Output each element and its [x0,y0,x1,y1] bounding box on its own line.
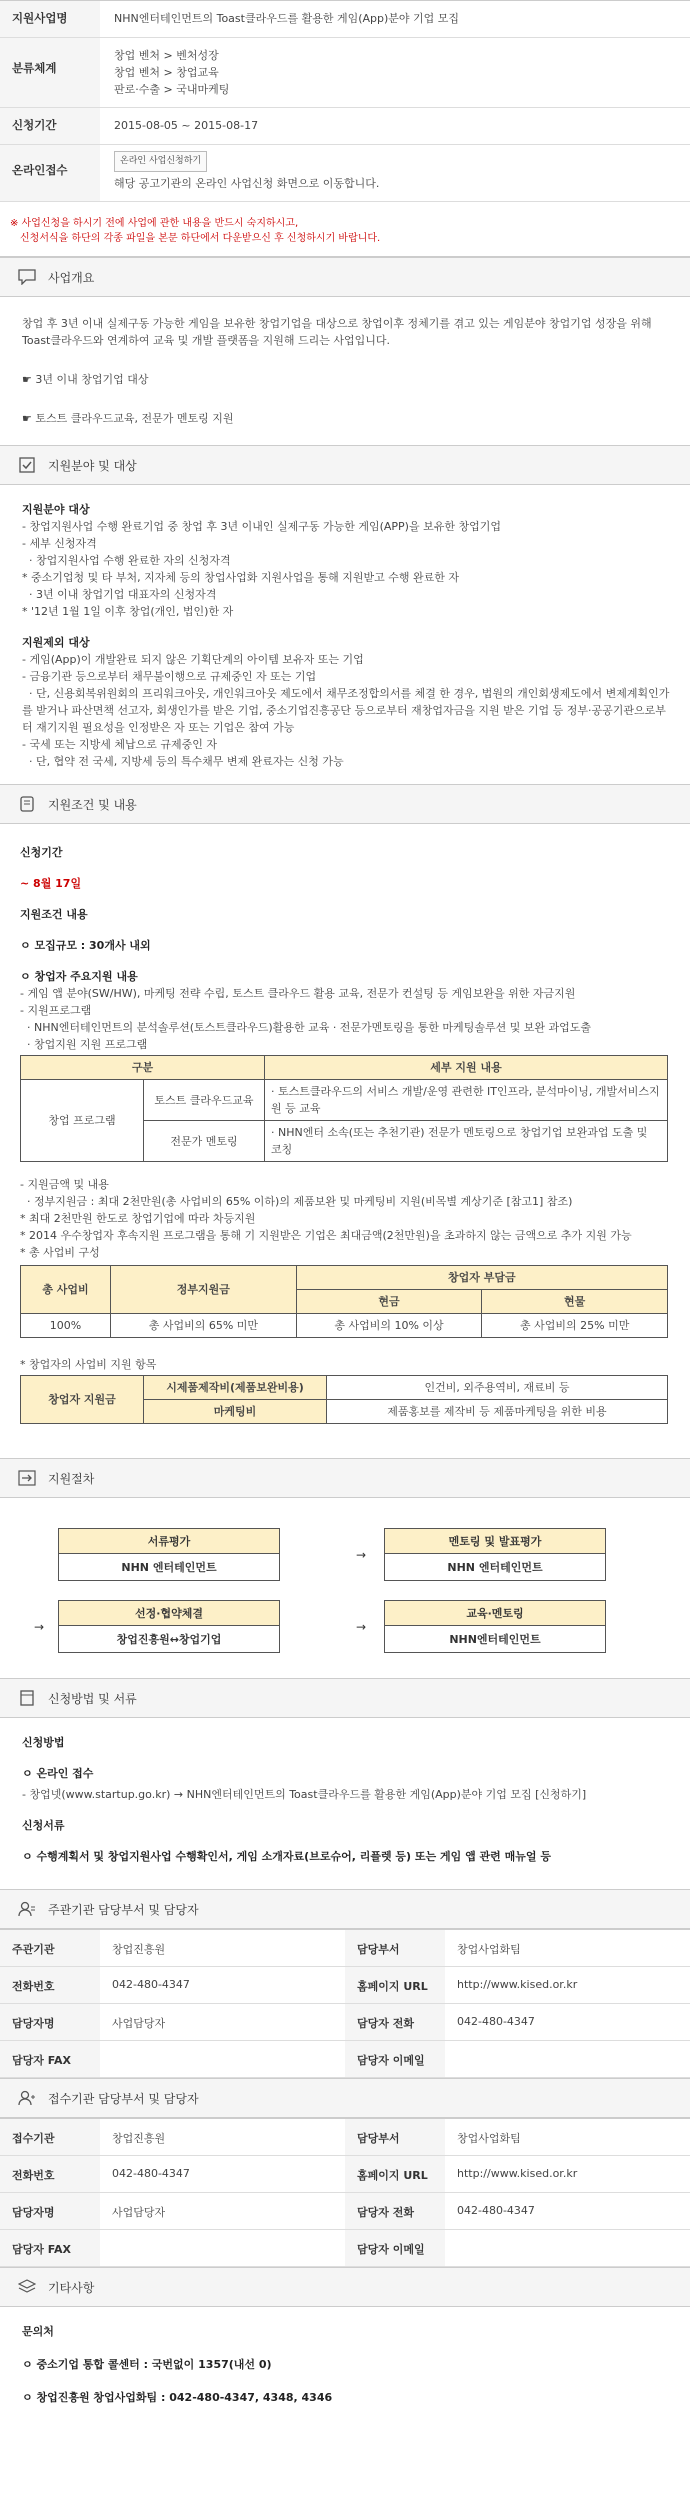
step-title: 선정·협약체결 [59,1601,279,1626]
contact-key: 담당자 FAX [0,2041,100,2077]
contact-value: 042-480-4347 [457,2204,535,2217]
overview-body [0,297,690,441]
step-org: NHN 엔터테인먼트 [447,1561,543,1574]
online-desc: 해당 공고기관의 온라인 사업신청 화면으로 이동합니다. [114,177,380,190]
step-title: 교육·멘토링 [385,1601,605,1626]
step-box [58,1528,280,1581]
inquiry-line: ㅇ 중소기업 통합 콜센터 : 국번없이 1357(내선 0) [22,2358,272,2371]
program-table [20,1055,668,1162]
docs-heading: 신청서류 [22,1819,65,1832]
list-line: * 총 사업비 구성 [20,1246,100,1259]
list-line: - 게임(App)이 개발완료 되지 않은 기획단계의 아이템 보유자 또는 기업 [22,653,364,666]
info-row-name [0,1,690,38]
section-header-overview [0,257,690,297]
contact-value: http://www.kised.or.kr [457,1978,578,1991]
contact-value [100,2230,345,2266]
table-cell: 인건비, 외주용역비, 재료비 등 [327,1376,668,1400]
info-key: 지원사업명 [0,1,100,37]
exclude-heading: 지원제외 대상 [22,636,90,649]
item-table [20,1375,668,1424]
contact-value: 사업담당자 [112,2206,166,2219]
section-header-conditions [0,784,690,824]
list-line: · 단, 협약 전 국세, 지방세 등의 특수채무 변제 완료자는 신청 가능 [22,755,344,768]
section-title: 접수기관 담당부서 및 담당자 [48,2091,199,2106]
inquiry-line: ㅇ 창업진흥원 창업사업화팀 : 042-480-4347, 4348, 4346 [22,2391,333,2404]
flow-arrow-icon: → [356,1548,367,1562]
overview-para: 창업 후 3년 이내 실제구동 가능한 게임을 보유한 창업기업을 대상으로 창업이후 정체기를 겪고 있는 게임분야 창업기업 성장을 위해 Toast클라우드와 연계하여 교육 및 개발 플랫폼을 지원해 드리는 사업입니다. [22,317,652,347]
list-line: - 국세 또는 지방세 체납으로 규제중인 자 [22,738,217,751]
table-header: 창업자 지원금 [21,1376,144,1424]
info-row-category [0,38,690,108]
contact-value: 042-480-4347 [112,1978,190,1991]
contact-key: 담당부서 [345,2119,445,2155]
folder-icon [18,1689,36,1707]
money-list [20,1176,670,1261]
list-line: - 창업지원사업 수행 완료기업 중 창업 후 3년 이내인 실제구동 가능한 게임(APP)을 보유한 창업기업 [22,520,501,533]
list-line: · 정부지원금 : 최대 2천만원(총 사업비의 65% 이하)의 제품보완 및 마케팅비 지원(비목별 계상기준 [참고1] 참조) [20,1195,573,1208]
etc-body [0,2307,690,2420]
speech-bubble-icon [18,268,36,286]
method-heading: 신청방법 [22,1736,65,1749]
list-line: · NHN엔터테인먼트의 분석솔루션(토스트클라우드)활용한 교육 · 전문가멘토링을 통한 마케팅솔루션 및 보완 과업도출 [20,1021,592,1034]
table-header: 시제품제작비(제품보완비용) [144,1376,327,1400]
checkbox-icon [18,456,36,474]
list-line: - 게임 앱 분야(SW/HW), 마케팅 전략 수립, 토스트 클라우드 활용 교육, 전문가 컨설팅 등 게임보완을 위한 자금지원 [20,987,576,1000]
list-line: - 지원프로그램 [20,1004,92,1017]
contact-key: 접수기관 [0,2119,100,2155]
contact-value: 042-480-4347 [457,2015,535,2028]
item-title: * 창업자의 사업비 지원 항목 [20,1358,157,1371]
list-line: * 최대 2천만원 한도로 창업기업에 따라 차등지원 [20,1212,256,1225]
table-cell: 창업 프로그램 [21,1080,144,1162]
docs-text: ㅇ 수행계획서 및 창업지원사업 수행확인서, 게임 소개자료(브로슈어, 리플렛 등) 또는 게임 앱 관련 매뉴얼 등 [22,1850,551,1863]
list-line: · 3년 이내 창업기업 대표자의 신청자격 [22,588,217,601]
contact-value [445,2041,690,2077]
notice [0,202,690,257]
contact-value [100,2041,345,2077]
person-icon [18,1900,36,1918]
table-cell: 전문가 멘토링 [144,1121,265,1162]
info-row-online [0,145,690,202]
info-value [100,38,690,107]
contact-row [0,2004,690,2041]
target-body [0,485,690,784]
step-box [58,1600,280,1653]
table-header: 현물 [482,1290,668,1314]
info-value [100,145,690,201]
list-line: · 단, 신용회복위원회의 프리워크아웃, 개인워크아웃 제도에서 채무조정합의서를 체결 한 경우, 법원의 개인회생제도에서 변제계획인가를 받거나 파산면책 선고자, 회생인가를 받은 기업, 중소기업진흥공단 등으로부터 재창업자금을 지원 받은 기업 등 정부·공공기관으로부터 재기지원 필요성을 인정받은 자 또는 기업은 참여 가능 [22,687,670,734]
contact-row [0,2156,690,2193]
list-line: * '12년 1월 1일 이후 창업(개인, 법인)한 자 [22,605,234,618]
contact-value: 사업담당자 [112,2017,166,2030]
layers-icon [18,2278,36,2296]
section-title: 지원조건 및 내용 [48,797,137,812]
contact-key: 담당자 FAX [0,2230,100,2266]
contact-value: 창업사업화팀 [457,1943,521,1956]
section-title: 주관기관 담당부서 및 담당자 [48,1902,199,1917]
notice-line: ※ 사업신청을 하시기 전에 사업에 관한 내용을 반드시 숙지하시고, [10,218,299,229]
step-title: 멘토링 및 발표평가 [385,1529,605,1554]
step-org: NHN엔터테인먼트 [449,1633,541,1646]
notice-line: 신청서식을 하단의 각종 파일을 본문 하단에서 다운받으신 후 신청하시기 바랍니다. [20,233,381,244]
main-heading: ㅇ 창업자 주요지원 내용 [20,970,138,983]
list-line: · 창업지원사업 수행 완료한 자의 신청자격 [22,554,231,567]
contact-key: 담당자 이메일 [345,2041,445,2077]
budget-table [20,1265,668,1338]
list-line: - 지원금액 및 내용 [20,1178,109,1191]
table-header: 창업자 부담금 [296,1266,667,1290]
contact-value [445,2230,690,2266]
contact-row [0,2119,690,2156]
scale-text: ㅇ 모집규모 : 30개사 내외 [20,939,151,952]
table-header: 정부지원금 [111,1266,297,1314]
section-title: 기타사항 [48,2280,95,2295]
list-line: · 창업지원 지원 프로그램 [20,1038,148,1051]
table-header: 마케팅비 [144,1400,327,1424]
contact-key: 주관기관 [0,1930,100,1966]
apply-path[interactable]: - 창업넷(www.startup.go.kr) → NHN엔터테인먼트의 Toast클라우드를 활용한 게임(App)분야 기업 모집 [신청하기] [22,1788,587,1801]
table-header: 총 사업비 [21,1266,111,1314]
contact-key: 담당부서 [345,1930,445,1966]
table-header: 구분 [21,1056,265,1080]
section-header-apply [0,1678,690,1718]
contact-value: 창업사업화팀 [457,2132,521,2145]
contact-row [0,2230,690,2267]
section-title: 사업개요 [48,270,95,285]
contact-row [0,1930,690,1967]
step-box [384,1600,606,1653]
contact-key: 전화번호 [0,2156,100,2192]
overview-bullet: ☛ 토스트 클라우드교육, 전문가 멘토링 지원 [22,412,234,425]
target-heading: 지원분야 대상 [22,503,90,516]
period-value: ~ 8월 17일 [20,877,82,890]
contact-value: http://www.kised.or.kr [457,2167,578,2180]
exclude-list [22,651,670,770]
section-title: 지원분야 및 대상 [48,458,137,473]
period-heading: 신청기간 [20,846,63,859]
info-key: 분류체계 [0,38,100,107]
contact-key: 담당자 전화 [345,2004,445,2040]
info-row-period [0,108,690,145]
section-header-etc [0,2267,690,2307]
host-contact-table [0,1929,690,2078]
list-line: - 세부 신청자격 [22,537,97,550]
online-label: ㅇ 온라인 접수 [22,1767,94,1780]
flow-arrow-icon: → [34,1620,45,1634]
table-header: 세부 지원 내용 [265,1056,668,1080]
conditions-body [0,824,690,1458]
apply-body [0,1718,690,1889]
inquiry-heading: 문의처 [22,2325,54,2338]
category-line: 판로·수출 > 국내마케팅 [114,83,230,96]
step-title: 서류평가 [59,1529,279,1554]
overview-bullet: ☛ 3년 이내 창업기업 대상 [22,373,149,386]
step-box [384,1528,606,1581]
main-list [20,985,670,1053]
info-key: 신청기간 [0,108,100,144]
section-header-target [0,445,690,485]
table-cell: 100% [21,1314,111,1338]
table-cell: 총 사업비의 65% 미만 [111,1314,297,1338]
contact-row [0,2041,690,2078]
contact-row [0,1967,690,2004]
step-org: 창업진흥원↔창업기업 [116,1633,222,1646]
flow-arrow-icon: → [356,1620,367,1634]
procedure-flow [0,1498,690,1678]
info-value: 2015-08-05 ~ 2015-08-17 [114,119,259,132]
section-header-receipt-contact [0,2078,690,2118]
document-icon [18,795,36,813]
list-line: * 2014 우수창업자 후속지원 프로그램을 통해 기 지원받은 기업은 최대금액(2천만원)을 초과하지 않는 금액으로 추가 지원 가능 [20,1229,632,1242]
list-line: * 중소기업청 및 타 부처, 지자체 등의 창업사업화 지원사업을 통해 지원받고 수행 완료한 자 [22,571,459,584]
category-line: 창업 벤처 > 창업교육 [114,66,219,79]
section-title: 신청방법 및 서류 [48,1691,137,1706]
table-cell: 총 사업비의 25% 미만 [482,1314,668,1338]
contact-key: 담당자 이메일 [345,2230,445,2266]
section-title: 지원절차 [48,1471,95,1486]
section-header-procedure [0,1458,690,1498]
contact-key: 담당자명 [0,2193,100,2229]
online-apply-button[interactable]: 온라인 사업신청하기 [114,151,207,172]
contact-key: 전화번호 [0,1967,100,2003]
contact-key: 담당자명 [0,2004,100,2040]
table-cell: 총 사업비의 10% 이상 [296,1314,482,1338]
cond-heading: 지원조건 내용 [20,908,88,921]
target-list [22,518,670,620]
table-cell: 제품홍보를 제작비 등 제품마케팅을 위한 비용 [327,1400,668,1424]
table-cell: · 토스트클라우드의 서비스 개발/운영 관련한 IT인프라, 분석마이닝, 개발서비스지원 등 교육 [265,1080,668,1121]
table-cell: 토스트 클라우드교육 [144,1080,265,1121]
contact-key: 홈페이지 URL [345,2156,445,2192]
contact-value: 창업진흥원 [112,2132,166,2145]
contact-value: 창업진흥원 [112,1943,166,1956]
category-line: 창업 벤처 > 벤처성장 [114,49,219,62]
contact-value: 042-480-4347 [112,2167,190,2180]
contact-key: 담당자 전화 [345,2193,445,2229]
table-cell: · NHN엔터 소속(또는 추천기관) 전문가 멘토링으로 창업기업 보완과업 도출 및 코칭 [265,1121,668,1162]
contact-row [0,2193,690,2230]
info-key: 온라인접수 [0,145,100,201]
receipt-contact-table [0,2118,690,2267]
list-line: - 금융기관 등으로부터 채무불이행으로 규제중인 자 또는 기업 [22,670,317,683]
person-add-icon [18,2089,36,2107]
contact-key: 홈페이지 URL [345,1967,445,2003]
info-table [0,0,690,202]
section-header-host-contact [0,1889,690,1929]
arrow-right-icon [18,1469,36,1487]
table-header: 현금 [296,1290,482,1314]
info-value: NHN엔터테인먼트의 Toast클라우드를 활용한 게임(App)분야 기업 모집 [114,12,460,25]
step-org: NHN 엔터테인먼트 [121,1561,217,1574]
